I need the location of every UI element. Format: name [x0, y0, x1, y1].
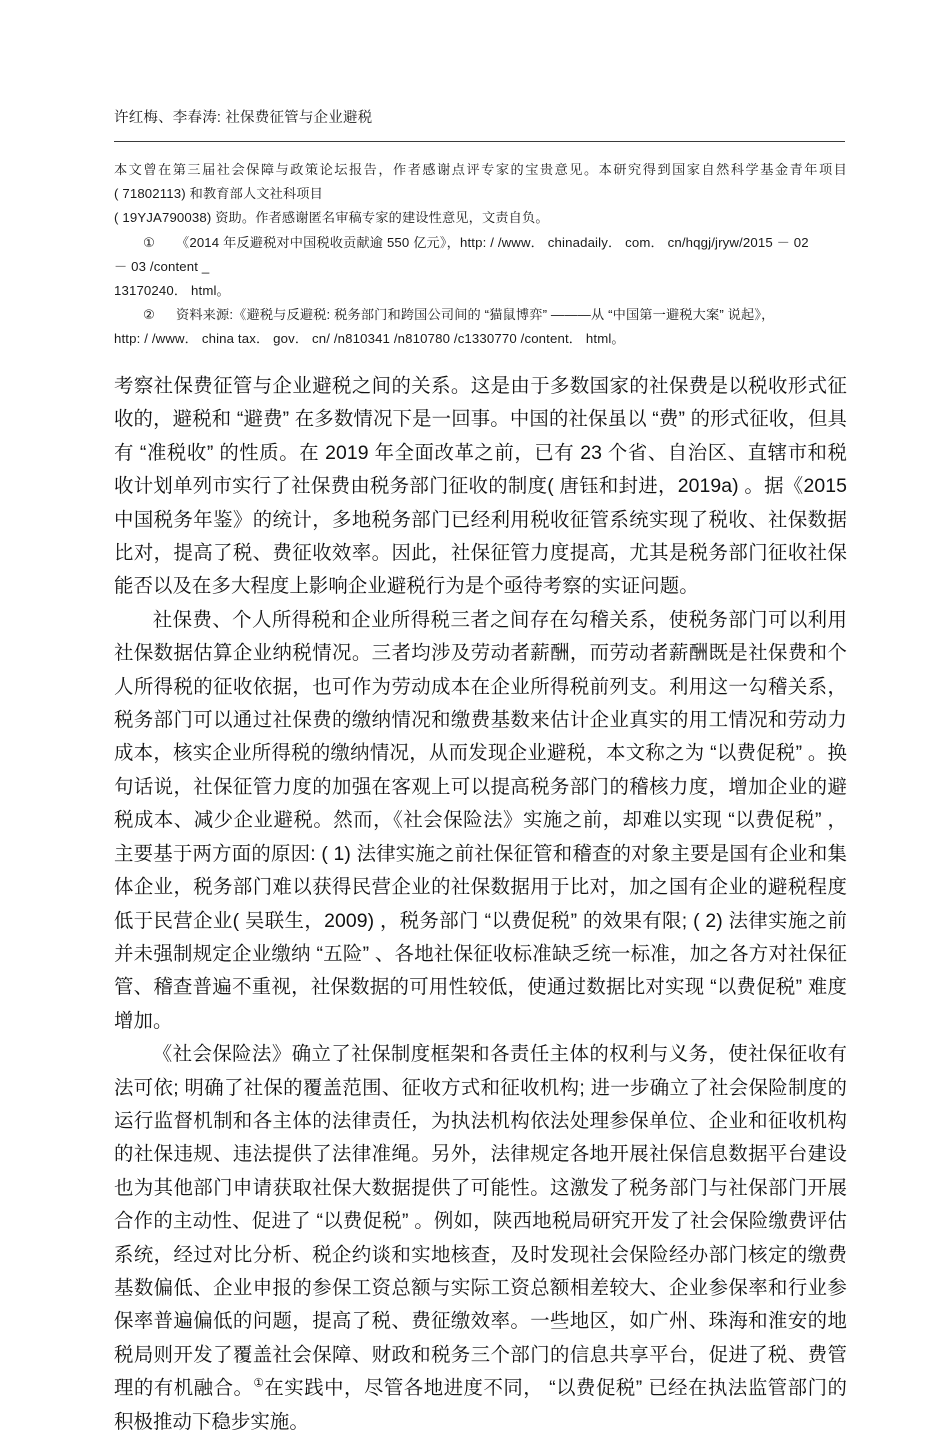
running-header: 许红梅、李春涛: 社保费征管与企业避税: [114, 110, 373, 126]
acknowledgement-line-2: ( 71802113) 和教育部人文社科项目: [114, 186, 323, 202]
footnote-2-marker: ②: [143, 307, 155, 323]
header-divider-rule: [114, 141, 845, 142]
footnote-2-line-2: http: / /www． china tax． gov． cn/ /n810341 /n810780 /c1330770 /content． html。: [114, 331, 625, 347]
acknowledgement-line-1: 本文曾在第三届社会保障与政策论坛报告，作者感谢点评专家的宝贵意见。本研究得到国家自然科学基金青年项目: [114, 162, 847, 177]
acknowledgement-line-3: ( 19YJA790038) 资助。作者感谢匿名审稿专家的建设性意见，文责自负。: [114, 210, 549, 226]
footnote-1-line-2: － 03 /content _: [114, 258, 210, 274]
footnote-1-line-3: 13170240． html。: [114, 283, 230, 299]
body-paragraph-3: [114, 1038, 847, 1439]
document-body: [114, 370, 847, 1439]
footnote-1-marker: ①: [143, 234, 155, 250]
footnote-2-line-1: [114, 303, 847, 327]
body-paragraph-2: 社保费、个人所得税和企业所得税三者之间存在勾稽关系，使税务部门可以利用社保数据估算企业纳税情况。三者均涉及劳动者薪酬，而劳动者薪酬既是社保费和个人所得税的征收依据，也可作为劳动成本在企业所得税前列支。利用这一勾稽关系，税务部门可以通过社保费的缴纳情况和缴费基数来估计企业真实的用工情况和劳动力成本，核实企业所得税的缴纳情况，从而发现企业避税，本文称之为 “以费促税” 。换句话说，社保征管力度的加强在客观上可以提高税务部门的稽核力度，增加企业的避税成本、减少企业避税。然而，《社会保险法》实施之前，却难以实现 “以费促税” ，主要基于两方面的原因: ( 1) 法律实施之前社保征管和稽查的对象主要是国有企业和集体企业，税务部门难以获得民营企业的社保数据用于比对，加之国有企业的避税程度低于民营企业( 吴联生，2009) ，税务部门 “以费促税” 的效果有限; ( 2) 法律实施之前并未强制规定企业缴纳 “五险” 、各地社保征收标准缺乏统一标准，加之各方对社保征管、稽查普遍不重视，社保数据的可用性较低，使通过数据比对实现 “以费促税” 难度增加。: [114, 608, 847, 1032]
body-paragraph-3-text-a: 《社会保险法》确立了社保制度框架和各责任主体的权利与义务，使社保征收有法可依; 明确了社保的覆盖范围、征收方式和征收机构; 进一步确立了社会保险制度的运行监督机制和各主体的法律责任，为执法机构依法处理参保单位、企业和征收机构的社保违规、违法提供了法律准绳。另外，法律规定各地开展社保信息数据平台建设也为其他部门申请获取社保大数据提供了可能性。这激发了税务部门与社保部门开展合作的主动性、促进了 “以费促税” 。例如，陕西地税局研究开发了社会保险缴费评估系统，经过对比分析、税企约谈和实地核查，及时发现社会保险经办部门核定的缴费基数偏低、企业申报的参保工资总额与实际工资总额相差较大、企业参保率和行业参保率普遍偏低的问题，提高了税、费征缴效率。一些地区，如广州、珠海和淮安的地税局则开发了覆盖社会保障、财政和税务三个部门的信息共享平台，促进了税、费管理的有机融合。: [114, 1043, 847, 1400]
body-paragraph-1: 考察社保费征管与企业避税之间的关系。这是由于多数国家的社保费是以税收形式征收的，避税和 “避费” 在多数情况下是一回事。中国的社保虽以 “费” 的形式征收，但具有 “准税收” 的性质。在 2019 年全面改革之前，已有 23 个省、自治区、直辖市和税收计划单列市实行了社保费由税务部门征收的制度( 唐钰和封进，2019a) 。据《2015 中国税务年鉴》的统计，多地税务部门已经利用税收征管系统实现了税收、社保数据比对，提高了税、费征收效率。因此，社保征管力度提高，尤其是税务部门征收社保能否以及在多大程度上影响企业避税行为是个亟待考察的实证问题。: [114, 375, 847, 598]
footnote-1-line-1: [114, 231, 847, 255]
footnote-1-text-1: 《2014 年反避税对中国税收贡献逾 550 亿元》，http: / /www． chinadaily． com． cn/hqgj/jryw/2015 － 02: [176, 234, 809, 250]
footnote-2-text-1: 资料来源:《避税与反避税: 税务部门和跨国公司间的 “猫鼠博弈” ———从 “中国第一避税大案” 说起》，: [176, 307, 775, 323]
footnotes-block: [114, 158, 847, 352]
footnote-reference-1: ①: [253, 1376, 265, 1390]
body-paragraph-3-text-b: 在实践中，尽管各地进度不同， “以费促税” 已经在执法监管部门的积极推动下稳步实施。: [114, 1377, 847, 1433]
